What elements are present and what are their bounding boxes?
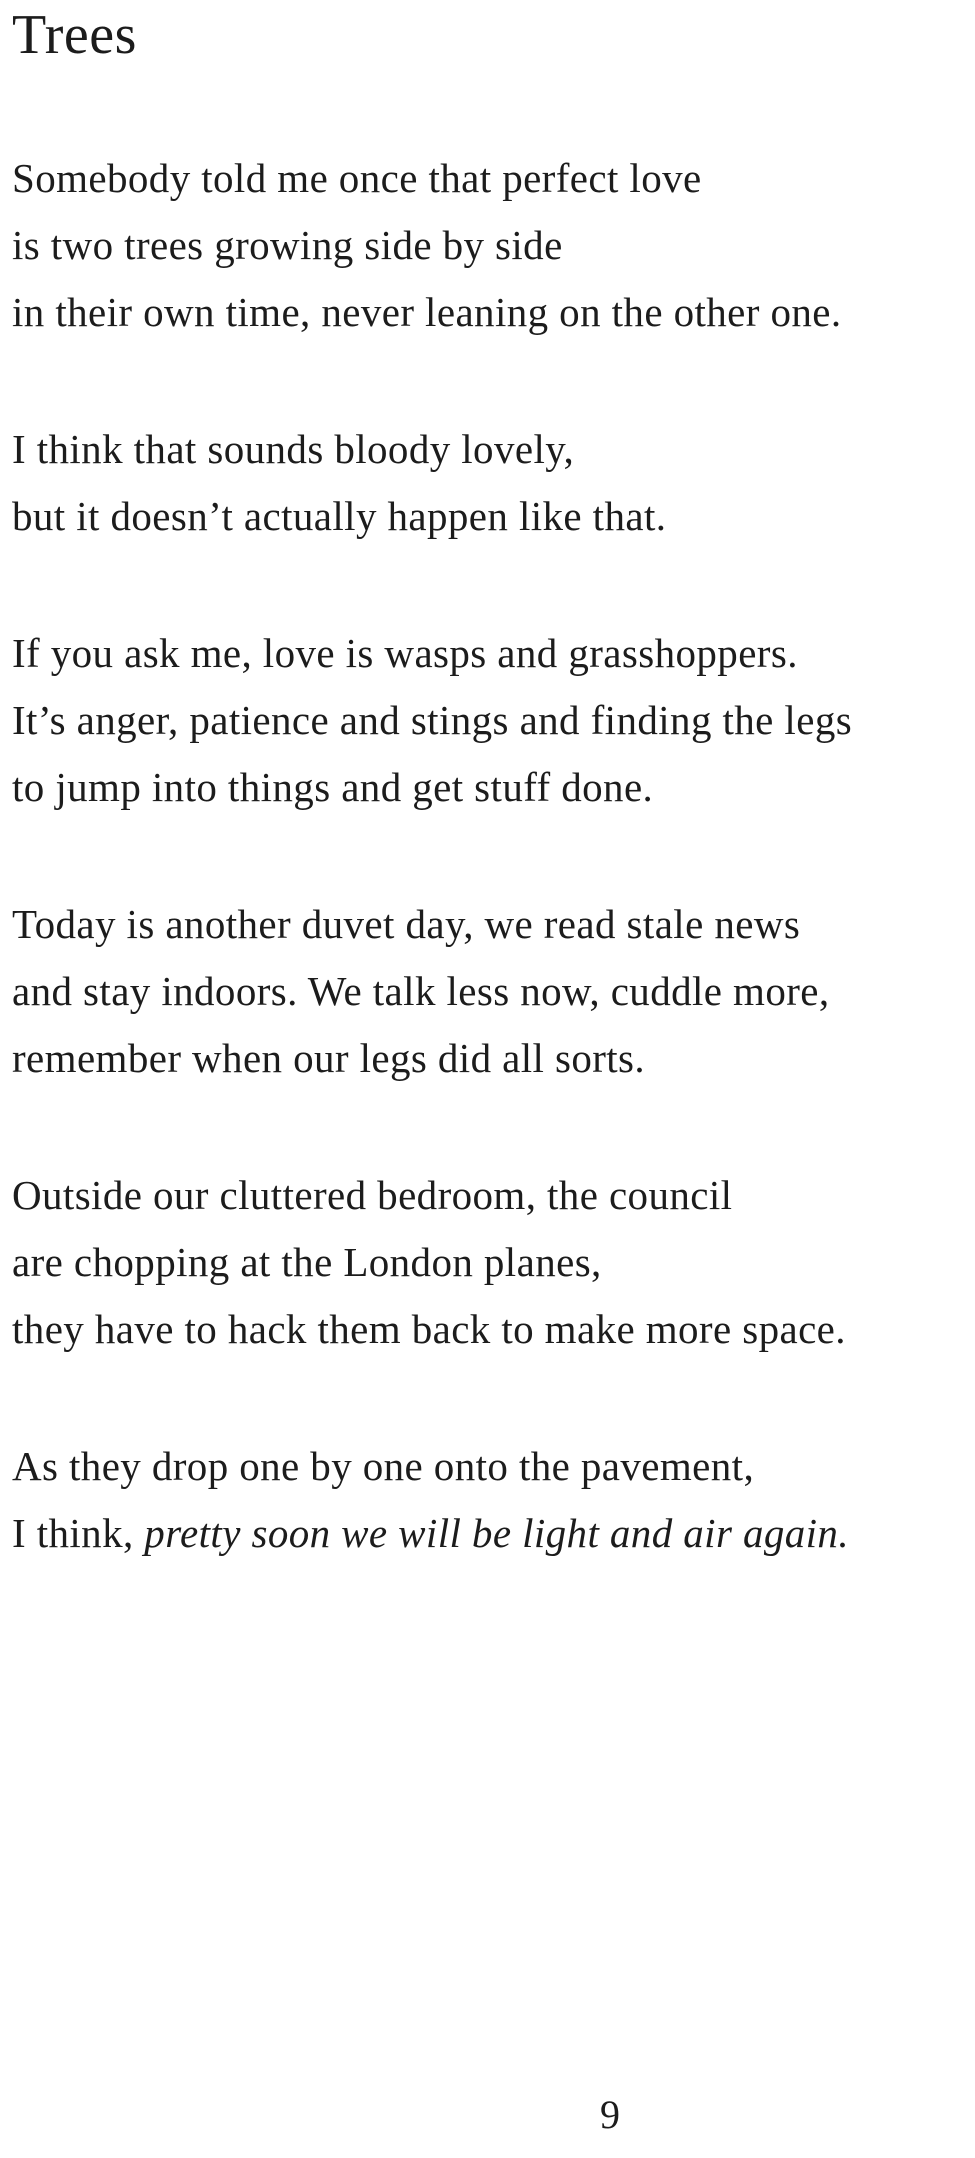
poem-line-segment: in their own time, never leaning on the other one. [12, 289, 842, 335]
poem-line [12, 279, 975, 346]
poem-body [0, 145, 975, 1567]
poem-line [12, 1229, 975, 1296]
poem-line-segment: If you ask me, love is wasps and grasshoppers. [12, 630, 798, 676]
poem-line-segment: are chopping at the London planes, [12, 1239, 602, 1285]
poem-line [12, 687, 975, 754]
page-title: Trees [12, 4, 137, 66]
poem-line-segment: Outside our cluttered bedroom, the council [12, 1172, 733, 1218]
poem-line-segment: and stay indoors. We talk less now, cuddle more, [12, 968, 830, 1014]
poem-line-segment: I think that sounds bloody lovely, [12, 426, 575, 472]
page-number: 9 [600, 2092, 620, 2137]
poem-line-segment: is two trees growing side by side [12, 222, 563, 268]
poem-line-segment: I think, [12, 1510, 145, 1556]
poem-line [12, 958, 975, 1025]
poem-line-segment: but it doesn’t actually happen like that. [12, 493, 667, 539]
poem-line [12, 483, 975, 550]
poem-line-segment: remember when our legs did all sorts. [12, 1035, 646, 1081]
poem-line-segment: As they drop one by one onto the pavement, [12, 1443, 755, 1489]
poem-line [12, 416, 975, 483]
poem-line [12, 212, 975, 279]
poem-line [12, 145, 975, 212]
poem-line [12, 1500, 975, 1567]
poem-line-segment: they have to hack them back to make more space. [12, 1306, 846, 1352]
poem-line [12, 1025, 975, 1092]
stanza [12, 1162, 975, 1363]
stanza [12, 620, 975, 821]
stanza [12, 416, 975, 550]
stanza [12, 1433, 975, 1567]
poem-line-segment: to jump into things and get stuff done. [12, 764, 654, 810]
stanza [12, 891, 975, 1092]
poem-line-segment: It’s anger, patience and stings and finding the legs [12, 697, 853, 743]
poem-line-segment: Somebody told me once that perfect love [12, 155, 702, 201]
poem-line [12, 754, 975, 821]
stanza [12, 145, 975, 346]
poem-line [12, 1433, 975, 1500]
poem-line-italic-segment: pretty soon we will be light and air again. [144, 1510, 849, 1556]
poem-line [12, 1162, 975, 1229]
poem-line-segment: Today is another duvet day, we read stale news [12, 901, 801, 947]
poem-line [12, 620, 975, 687]
poem-line [12, 891, 975, 958]
poem-line [12, 1296, 975, 1363]
